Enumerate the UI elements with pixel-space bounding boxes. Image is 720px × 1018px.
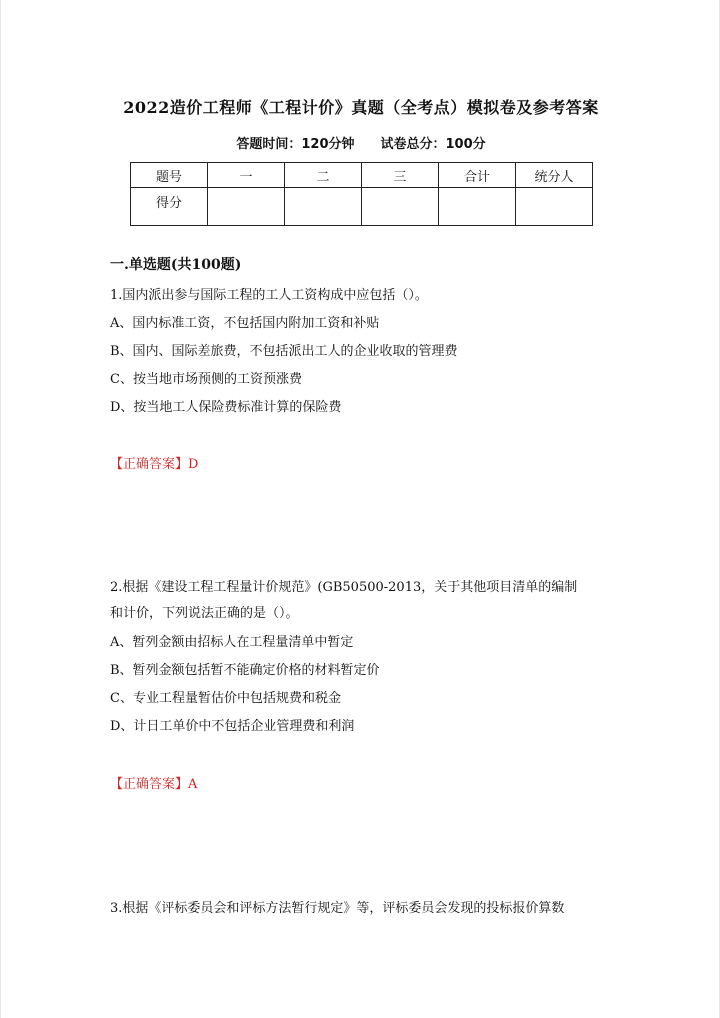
score-header-cell: 二: [285, 163, 362, 188]
score-header-cell: 合计: [439, 163, 516, 188]
question-stem: 2.根据《建设工程工程量计价规范》(GB50500-2013，关于其他项目清单的编制: [110, 580, 578, 595]
question-option: D、按当地工人保险费标准计算的保险费: [110, 400, 342, 415]
score-cell: [285, 188, 362, 226]
score-table: [130, 162, 593, 226]
score-header-cell: 三: [362, 163, 439, 188]
score-cell: [208, 188, 285, 226]
answer-letter: A: [188, 777, 198, 792]
answer-letter: D: [188, 457, 199, 472]
score-header-cell: 统分人: [516, 163, 593, 188]
score-table-header-row: [131, 163, 593, 188]
section-title: 一.单选题(共100题): [110, 257, 242, 273]
exam-total: 试卷总分：100分: [380, 137, 486, 152]
score-row-label: 得分: [131, 188, 208, 226]
question-option: B、国内、国际差旅费，不包括派出工人的企业收取的管理费: [110, 344, 458, 359]
score-cell: [362, 188, 439, 226]
score-header-cell: 题号: [131, 163, 208, 188]
score-cell: [439, 188, 516, 226]
score-header-cell: 一: [208, 163, 285, 188]
question-option: B、暂列金额包括暂不能确定价格的材料暂定价: [110, 663, 380, 678]
question-option: D、计日工单价中不包括企业管理费和利润: [110, 719, 355, 734]
score-cell: [516, 188, 593, 226]
exam-info: [1, 133, 720, 152]
correct-answer: [110, 456, 198, 474]
answer-label: 【正确答案】: [110, 457, 189, 472]
question-stem-continued: 和计价，下列说法正确的是（）。: [110, 606, 299, 621]
question-stem: 1.国内派出参与国际工程的工人工资构成中应包括（）。: [110, 288, 428, 303]
page-title: 2022造价工程师《工程计价》真题（全考点）模拟卷及参考答案: [123, 98, 599, 117]
question-option: A、国内标准工资，不包括国内附加工资和补贴: [110, 316, 380, 331]
correct-answer: [110, 776, 197, 794]
question-option: A、暂列金额由招标人在工程量清单中暂定: [110, 635, 354, 650]
question-stem: 3.根据《评标委员会和评标方法暂行规定》等，评标委员会发现的投标报价算数: [110, 901, 565, 916]
question-option: C、按当地市场预侧的工资预涨费: [110, 372, 302, 387]
question-option: C、专业工程量暂估价中包括规费和税金: [110, 691, 341, 706]
score-table-score-row: [131, 188, 593, 226]
answer-label: 【正确答案】: [110, 777, 189, 792]
exam-time: 答题时间：120分钟: [236, 137, 355, 152]
